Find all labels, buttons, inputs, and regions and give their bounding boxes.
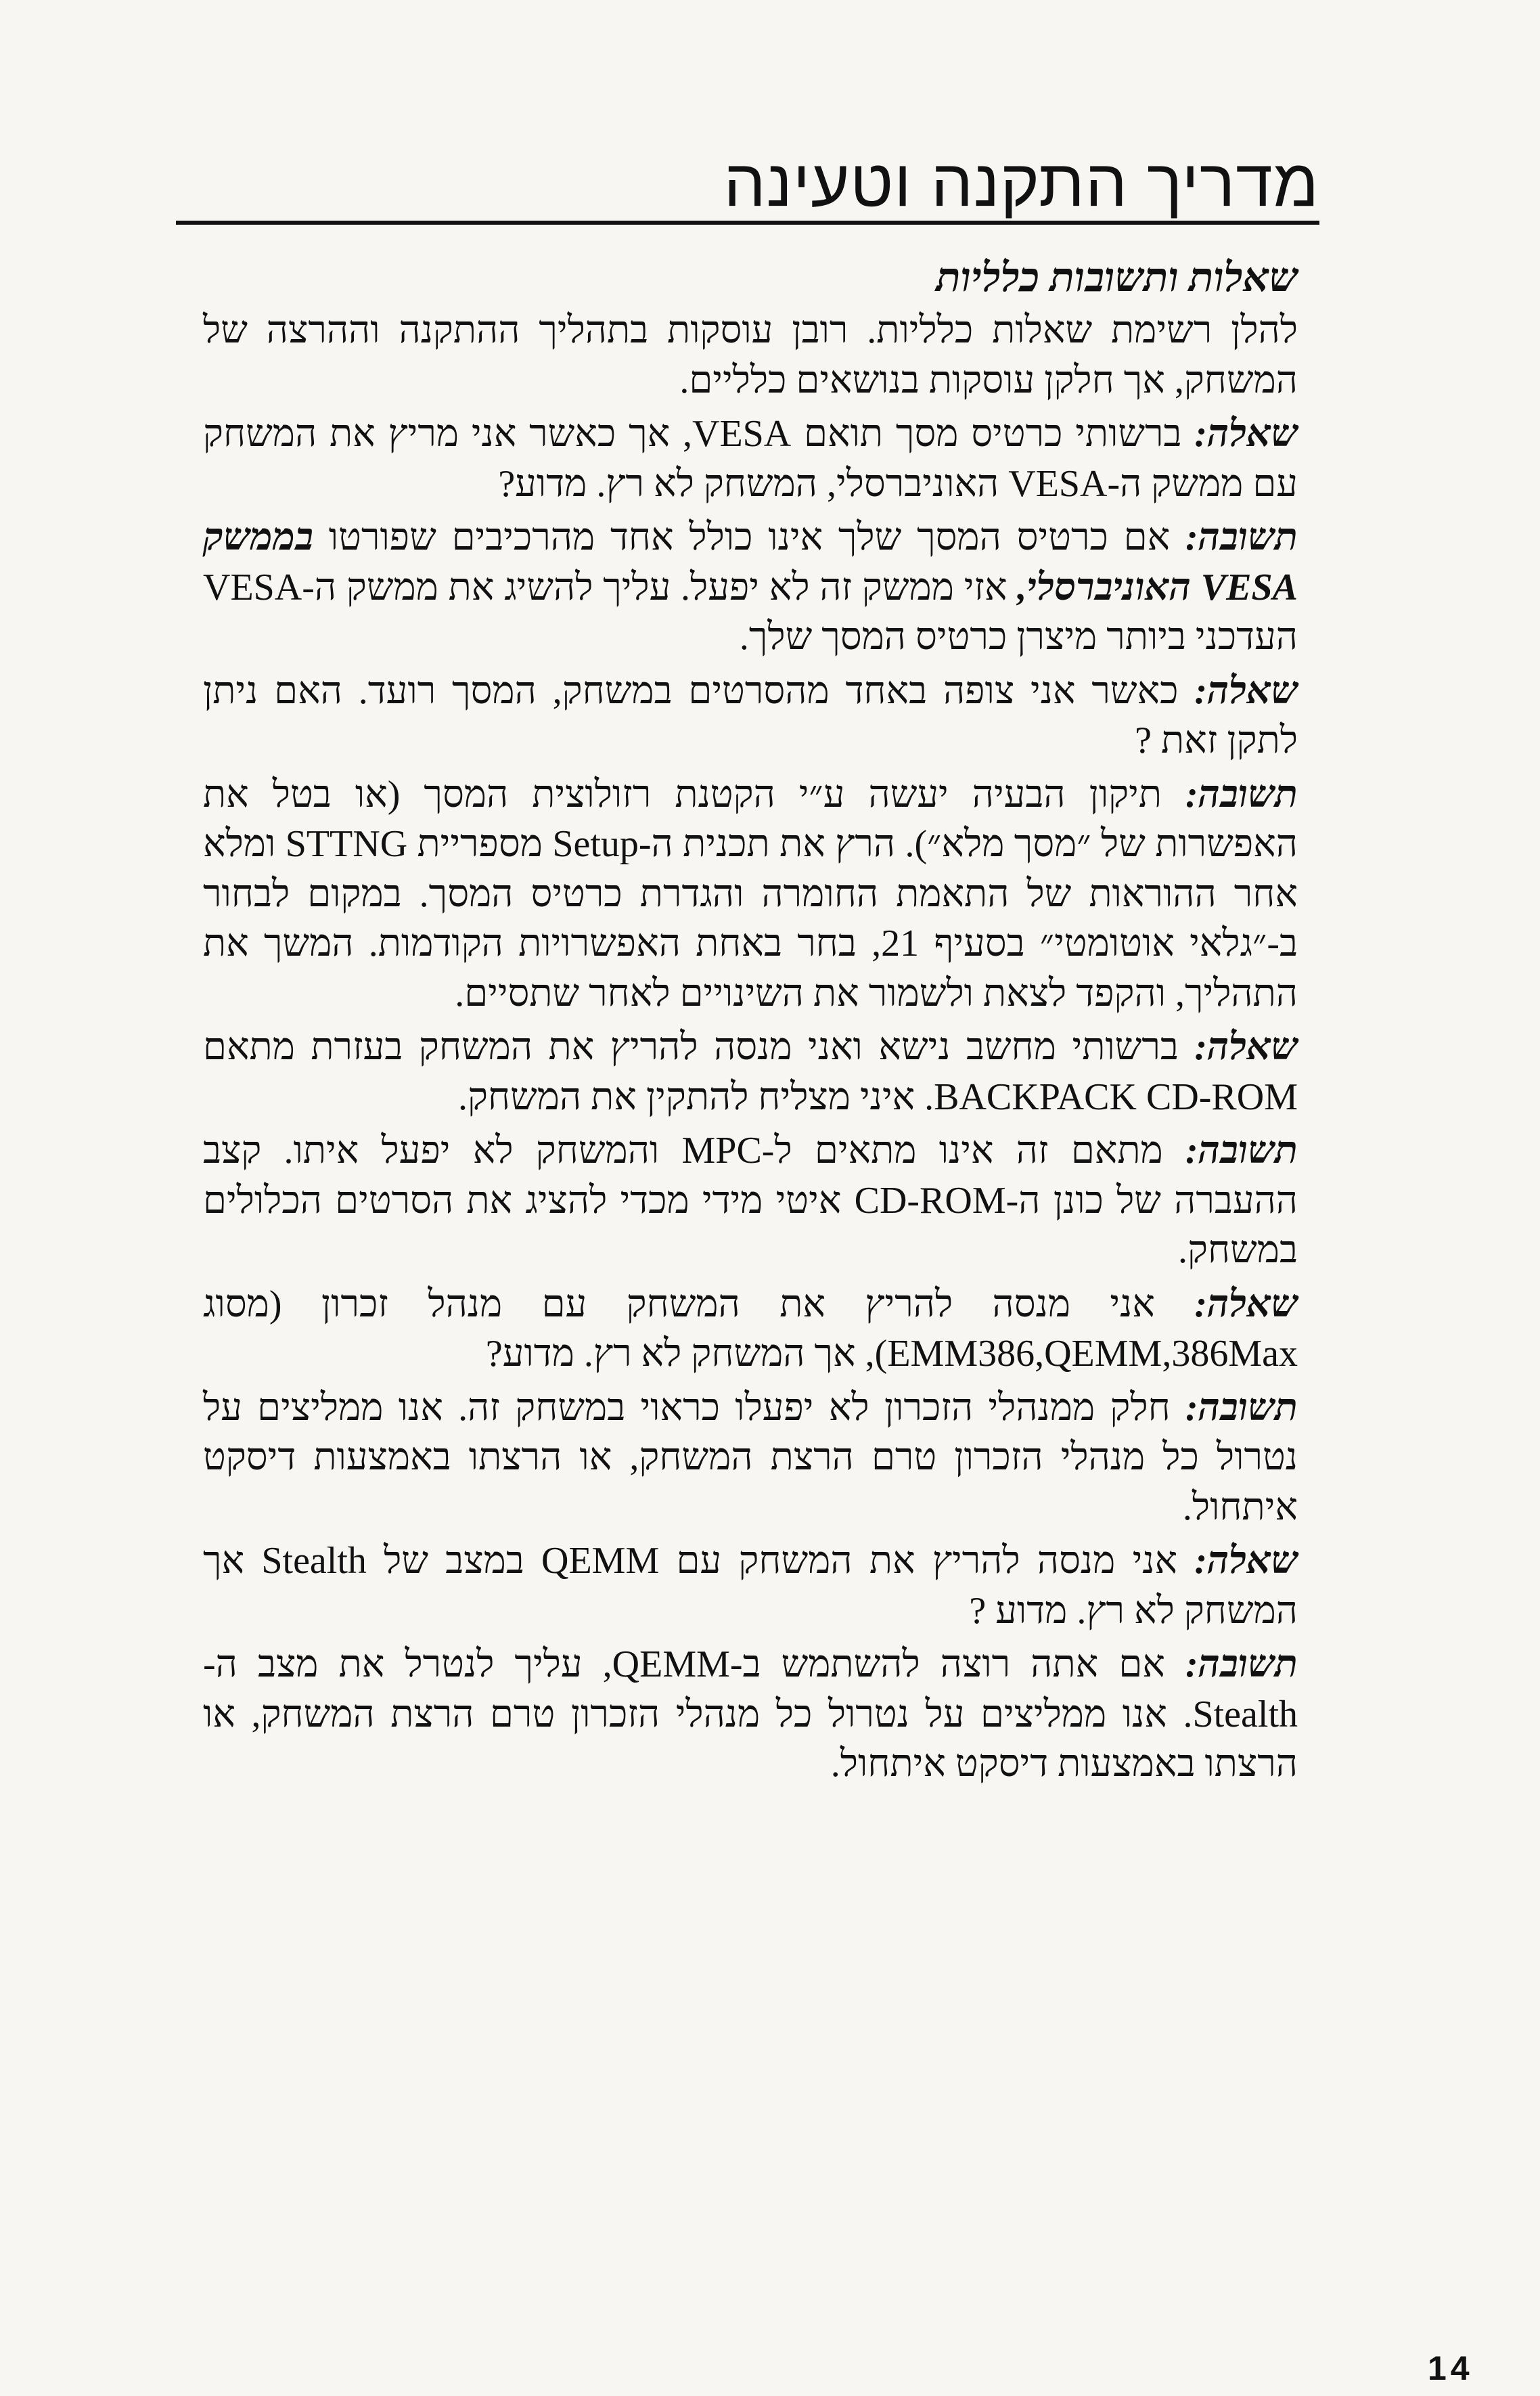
page-title: מדריך התקנה וטעינה [723, 146, 1319, 220]
qa-answer [203, 1126, 1298, 1276]
section-intro: להלן רשימת שאלות כלליות. רובן עוסקות בתהליך ההתקנה וההרצה של המשחק, אך חלקן עוסקות בנושאים כלליים. [203, 309, 1298, 401]
question-text: ברשותי מחשב נישא ואני מנסה להריץ את המשחק בעזרת מתאם BACKPACK CD-ROM. איני מצליח להתקין את המשחק. [203, 1026, 1298, 1118]
qa-answer [203, 770, 1298, 1019]
qa-question [203, 667, 1298, 766]
question-text: ברשותי כרטיס מסך תואם VESA, אך כאשר אני מריץ את המשחק עם ממשק ה-VESA האוניברסלי, המשחק לא רץ. מדוע? [203, 413, 1298, 505]
answer-text: חלק ממנהלי הזכרון לא יפעלו כראוי במשחק זה. אנו ממליצים על נטרול כל מנהלי הזכרון טרם הרצת המשחק, או הרצתו באמצעות דיסקט איתחול. [203, 1386, 1298, 1528]
question-label: שאלה: [1194, 413, 1298, 455]
answer-text: אם אתה רוצה להשתמש ב-QEMM, עליך לנטרל את מצב ה-Stealth. אנו ממליצים על נטרול כל מנהלי הזכרון טרם הרצת המשחק, או הרצתו באמצעות דיסקט איתחול. [203, 1643, 1298, 1785]
answer-label: תשובה: [1185, 516, 1298, 558]
answer-label: תשובה: [1185, 773, 1298, 816]
question-label: שאלה: [1194, 1283, 1298, 1325]
page-number: 14 [1428, 2349, 1474, 2387]
document-body [203, 250, 1298, 1794]
question-label: שאלה: [1194, 1540, 1298, 1582]
qa-question [203, 1280, 1298, 1379]
answer-text: אם כרטיס המסך שלך אינו כולל אחד מהרכיבים שפורטו [313, 516, 1171, 558]
section-title: שאלות ותשובות כלליות [936, 255, 1298, 300]
answer-label: תשובה: [1185, 1386, 1298, 1429]
question-text: אני מנסה להריץ את המשחק עם מנהל זכרון (מסוג EMM386,QEMM,386Max), אך המשחק לא רץ. מדוע? [203, 1283, 1298, 1375]
answer-text: תיקון הבעיה יעשה ע״י הקטנת רזולוצית המסך (או בטל את האפשרות של ״מסך מלא״). הרץ את תכנית ה-Setup מספריית STTNG ומלא אחר ההוראות של התאמת החומרה והגדרת כרטיס המסך. במקום לבחור ב-״גלאי אוטומטי״ בסעיף 21, בחר באחת האפשרויות הקודמות. המשך את התהליך, והקפד לצאת ולשמור את השינויים לאחר שתסיים. [203, 773, 1298, 1015]
qa-answer [203, 513, 1298, 663]
question-text: אני מנסה להריץ את המשחק עם QEMM במצב של Stealth אך המשחק לא רץ. מדוע ? [203, 1540, 1298, 1632]
question-text: כאשר אני צופה באחד מהסרטים במשחק, המסך רועד. האם ניתן לתקן זאת ? [203, 669, 1298, 761]
answer-emphasis: בממשק VESA האוניברסלי, [203, 516, 1298, 608]
answer-label: תשובה: [1185, 1643, 1298, 1685]
qa-answer [203, 1640, 1298, 1790]
question-label: שאלה: [1194, 1026, 1298, 1068]
answer-text: מתאם זה אינו מתאים ל-MPC והמשחק לא יפעל איתו. קצב ההעברה של כונן ה-CD-ROM איטי מידי מכדי להציג את הסרטים הכלולים במשחק. [203, 1130, 1298, 1271]
answer-label: תשובה: [1185, 1130, 1298, 1172]
qa-question [203, 409, 1298, 509]
qa-question [203, 1023, 1298, 1122]
page-header [176, 142, 1319, 223]
answer-text-continued: אזי ממשק זה לא יפעל. עליך להשיג את ממשק ה-VESA העדכני ביותר מיצרן כרטיס המסך שלך. [203, 566, 1298, 658]
qa-answer [203, 1383, 1298, 1533]
header-divider [176, 221, 1319, 225]
question-label: שאלה: [1194, 669, 1298, 712]
qa-question [203, 1536, 1298, 1636]
